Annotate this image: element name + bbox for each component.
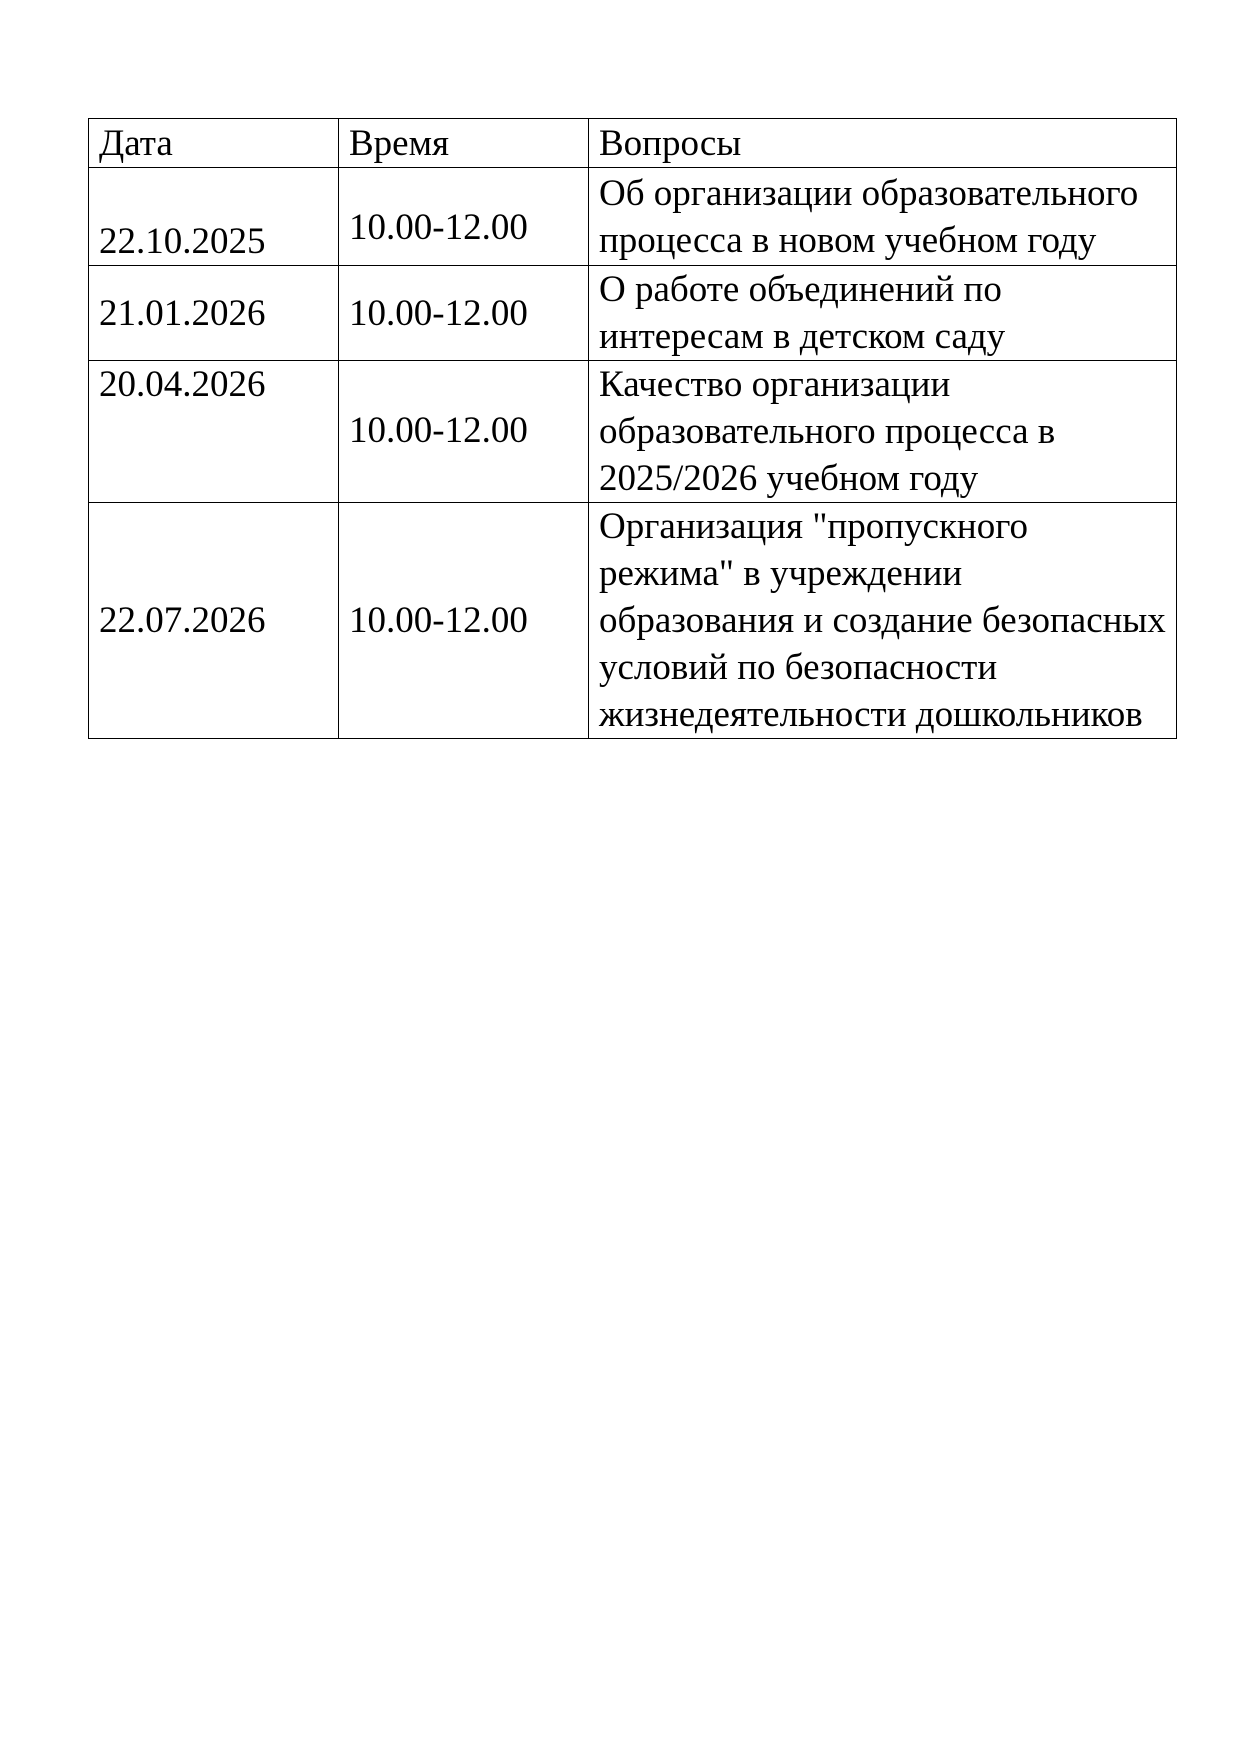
header-row — [89, 119, 1177, 168]
row-topic: Организация "пропускного режима" в учреждении образования и создание безопасных условий по безопасности жизнедеятельности дошкольников — [589, 503, 1177, 739]
row-time: 10.00-12.00 — [339, 168, 589, 266]
table-row — [89, 168, 1177, 266]
row-topic: Качество организации образовательного процесса в 2025/2026 учебном году — [589, 361, 1177, 503]
row-date: 22.10.2025 — [89, 168, 339, 266]
table-header — [89, 119, 1177, 168]
table-row — [89, 266, 1177, 361]
schedule-table — [88, 118, 1177, 739]
table-row — [89, 503, 1177, 739]
row-date: 20.04.2026 — [89, 361, 339, 503]
row-topic: Об организации образовательного процесса в новом учебном году — [589, 168, 1177, 266]
row-topic: О работе объединений по интересам в детском саду — [589, 266, 1177, 361]
header-date: Дата — [89, 119, 339, 168]
header-time: Время — [339, 119, 589, 168]
header-topic: Вопросы — [589, 119, 1177, 168]
table-row — [89, 361, 1177, 503]
row-time: 10.00-12.00 — [339, 503, 589, 739]
row-date: 22.07.2026 — [89, 503, 339, 739]
row-time: 10.00-12.00 — [339, 361, 589, 503]
row-date: 21.01.2026 — [89, 266, 339, 361]
row-time: 10.00-12.00 — [339, 266, 589, 361]
